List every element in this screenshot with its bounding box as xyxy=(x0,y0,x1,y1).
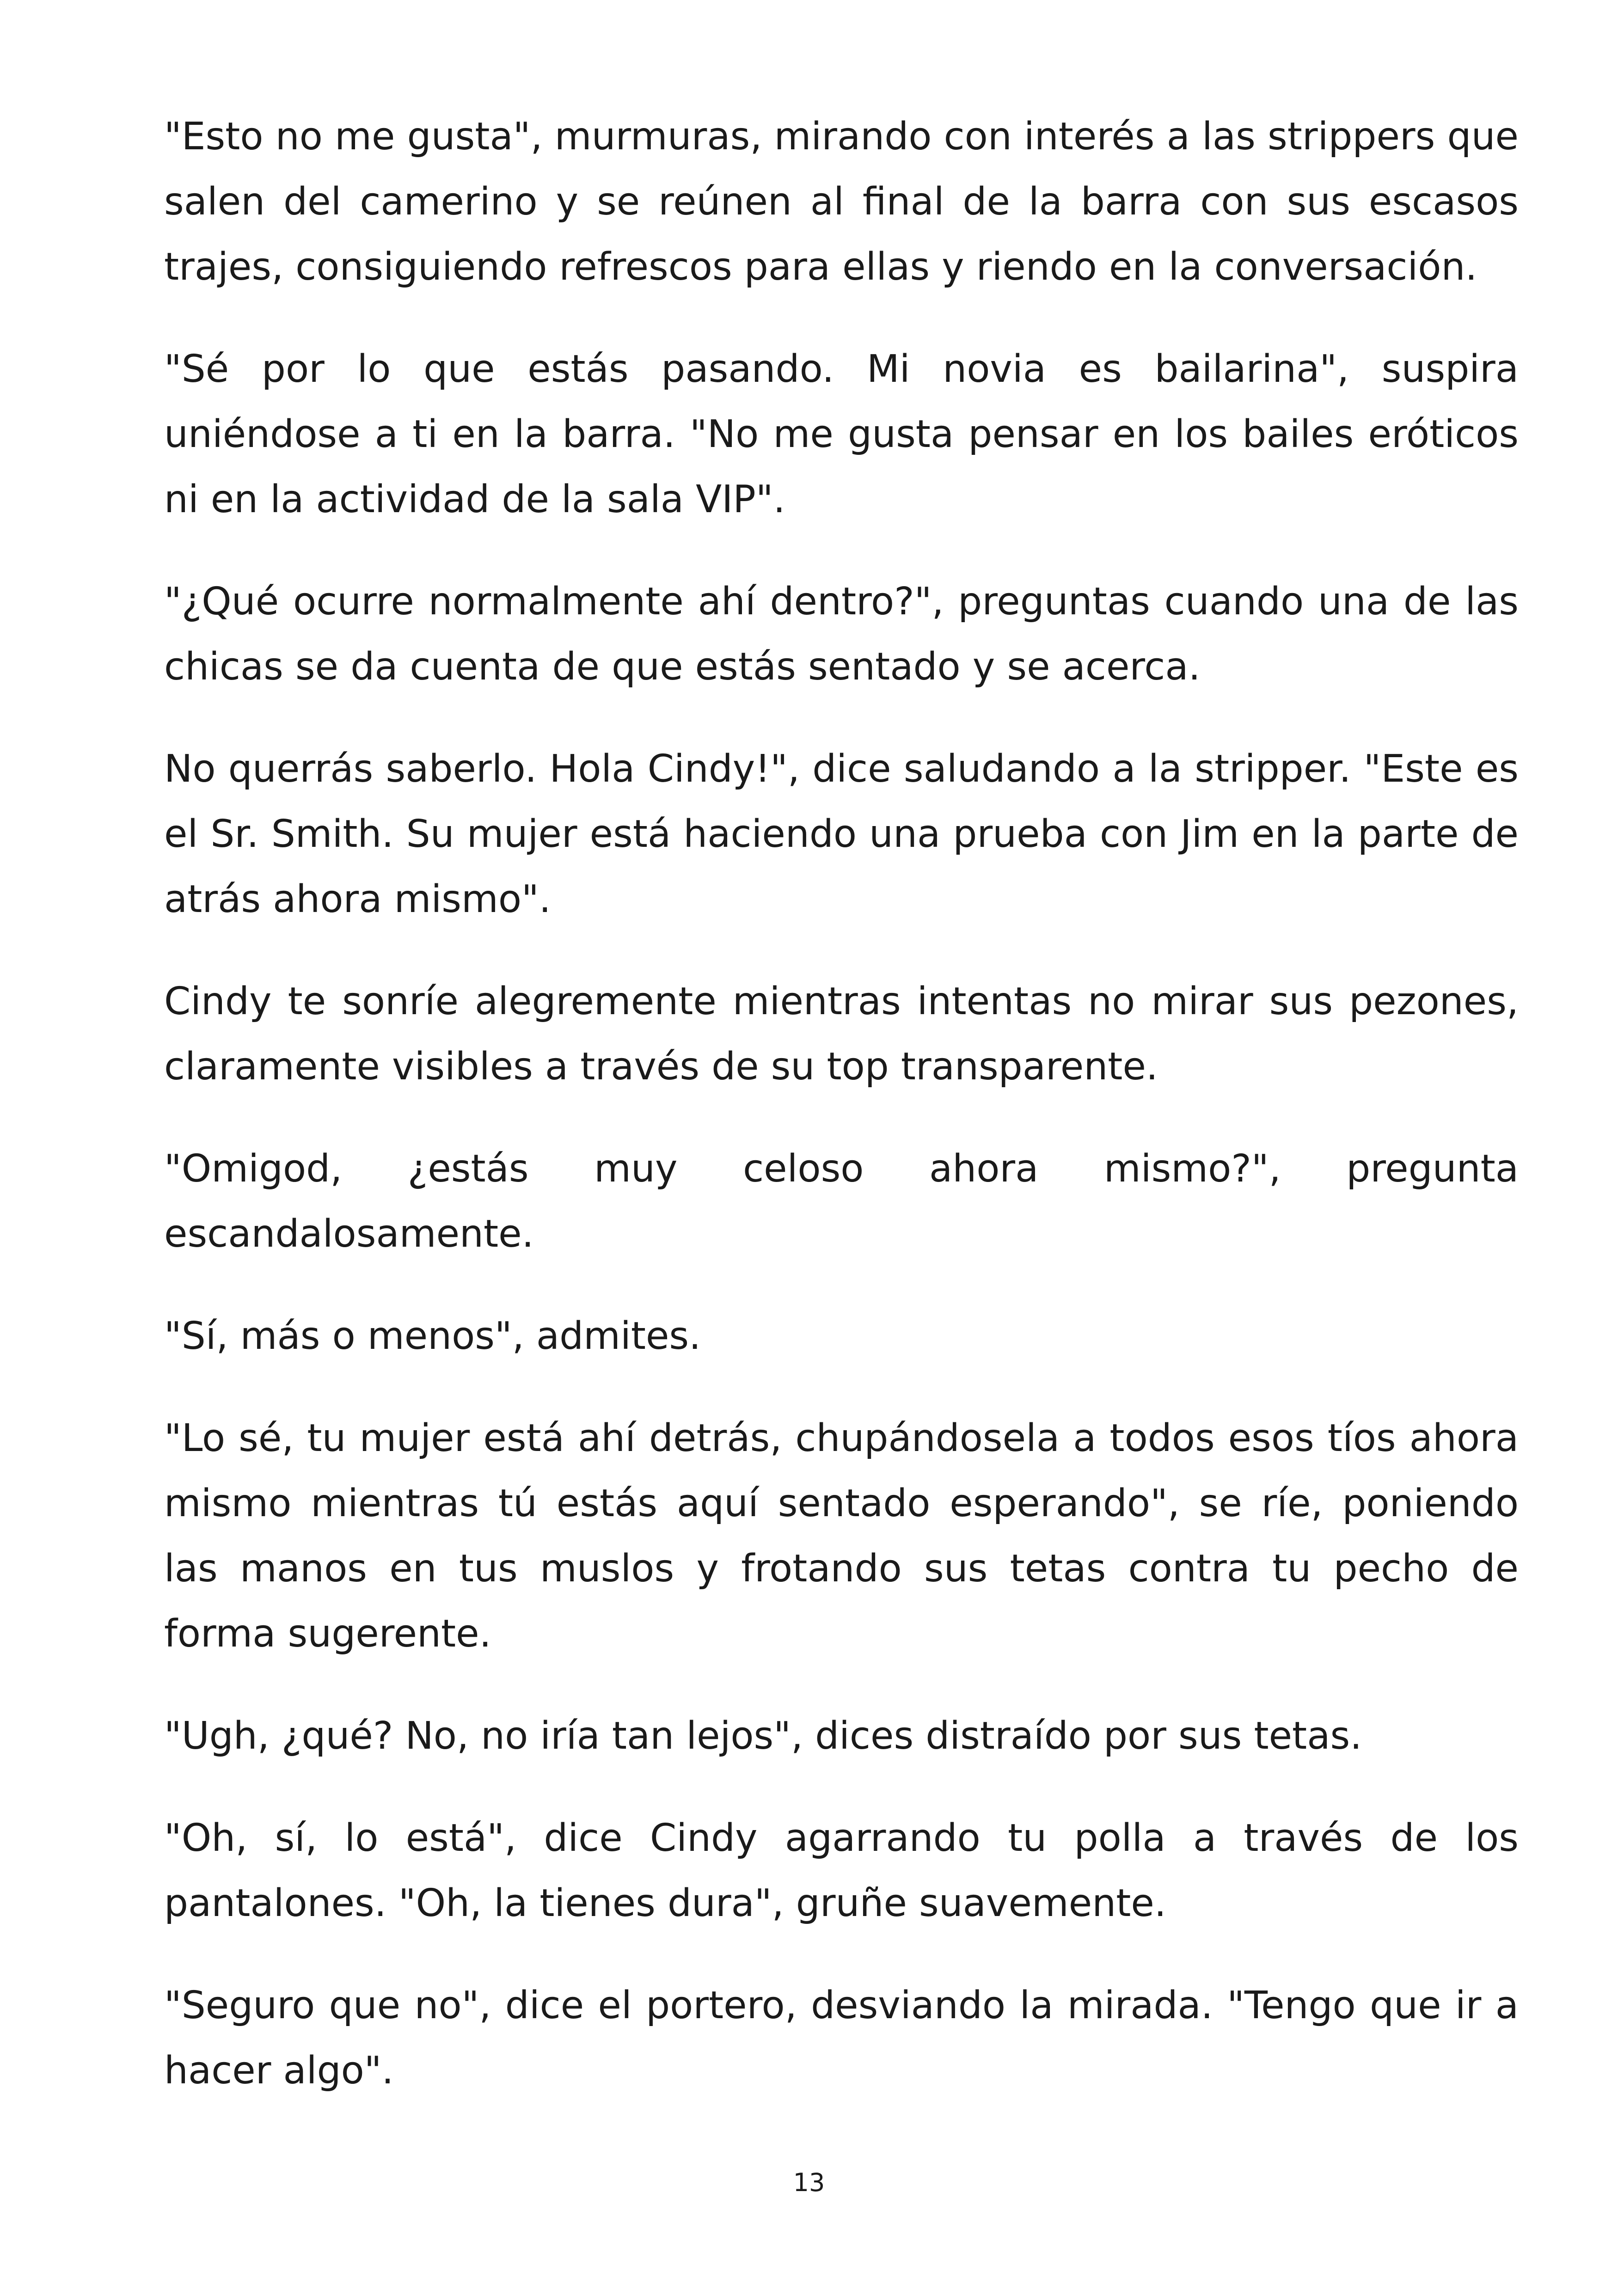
page-number: 13 xyxy=(793,2168,825,2197)
paragraph: "Omigod, ¿estás muy celoso ahora mismo?", pregunta escandalosamente. xyxy=(164,1147,1519,1256)
body-text xyxy=(164,104,1519,2140)
paragraph: "Esto no me gusta", murmuras, mirando con interés a las strippers que salen del camerino y se reúnen al final de la barra con sus escasos trajes, consiguiendo refrescos para ellas y riendo en la conversación. xyxy=(164,115,1519,289)
paragraph: "Oh, sí, lo está", dice Cindy agarrando tu polla a través de los pantalones. "Oh, la tienes dura", gruñe suavemente. xyxy=(164,1816,1519,1925)
paragraph: "Seguro que no", dice el portero, desviando la mirada. "Tengo que ir a hacer algo". xyxy=(164,1984,1519,2093)
paragraph: "Sé por lo que estás pasando. Mi novia es bailarina", suspira uniéndose a ti en la barra. "No me gusta pensar en los bailes eróticos ni en la actividad de la sala VIP". xyxy=(164,347,1519,521)
paragraph: No querrás saberlo. Hola Cindy!", dice saludando a la stripper. "Este es el Sr. Smith. Su mujer está haciendo una prueba con Jim en la parte de atrás ahora mismo". xyxy=(164,747,1519,921)
paragraph: "Sí, más o menos", admites. xyxy=(164,1314,701,1358)
paragraph: "¿Qué ocurre normalmente ahí dentro?", preguntas cuando una de las chicas se da cuenta de que estás sentado y se acerca. xyxy=(164,580,1519,689)
paragraph: "Ugh, ¿qué? No, no iría tan lejos", dices distraído por sus tetas. xyxy=(164,1714,1362,1758)
paragraph: "Lo sé, tu mujer está ahí detrás, chupándosela a todos esos tíos ahora mismo mientras tú estás aquí sentado esperando", se ríe, poniendo las manos en tus muslos y frotando sus tetas contra tu pecho de forma sugerente. xyxy=(164,1416,1519,1656)
paragraph: Cindy te sonríe alegremente mientras intentas no mirar sus pezones, claramente visibles a través de su top transparente. xyxy=(164,980,1519,1089)
